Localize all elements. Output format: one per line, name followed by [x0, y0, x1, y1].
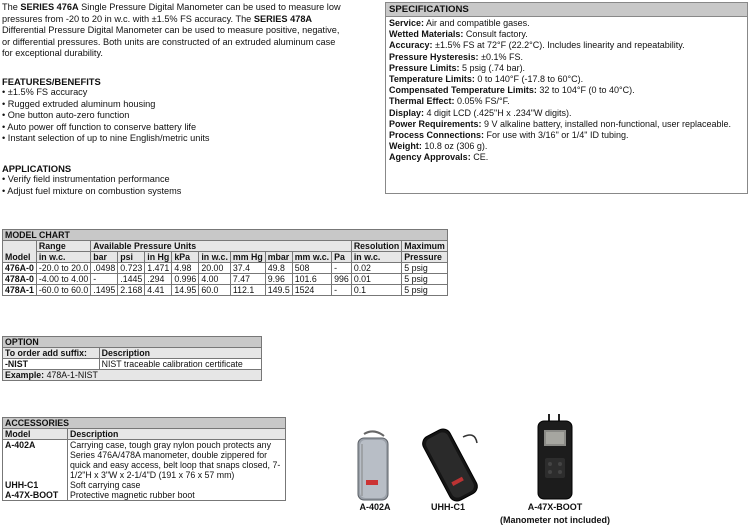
- max-pressure-cell: 5 psig: [402, 263, 448, 274]
- col-header-model: Model: [3, 241, 37, 263]
- applications-list: [2, 174, 342, 197]
- table-row: [3, 480, 286, 490]
- a47x-boot-note: (Manometer not included): [500, 515, 610, 525]
- spec-row: Process Connections: For use with 3/16" or 1/4" ID tubing.: [389, 130, 629, 141]
- description-cell: Carrying case, tough gray nylon pouch protects any Series 476A/478A manometer, double zippered for quick and easy access, belt loop that snaps closed, 7-1/2"H x 3"W x 2-1/4"D (191 x 76 x 57 mm): [68, 440, 286, 481]
- value-cell: 9.96: [265, 274, 292, 285]
- features-list: [2, 87, 342, 145]
- intro-paragraph: The SERIES 476A Single Pressure Digital Manometer can be used to measure low pressures from -20 to 20 in w.c. with ±1.5% FS accuracy. The SERIES 478A Differential Pressure Digital Manometer can be used to measure positive, negative, or differential pressures. Both units are constructed of an extruded aluminum case for exceptional durability.: [2, 2, 341, 59]
- example-row: [3, 370, 262, 381]
- list-item: • Auto power off function to conserve battery life: [2, 122, 342, 134]
- option-title: OPTION: [3, 337, 262, 348]
- value-cell: 508: [292, 263, 331, 274]
- spec-row: Service: Air and compatible gases.: [389, 18, 530, 28]
- spec-row: Wetted Materials: Consult factory.: [389, 29, 528, 40]
- description-cell: NIST traceable calibration certificate: [99, 359, 261, 370]
- model-cell: 478A-0: [3, 274, 37, 285]
- value-cell: 37.4: [230, 263, 265, 274]
- table-row: [3, 274, 448, 285]
- spec-row: Thermal Effect: 0.05% FS/°F.: [389, 96, 510, 107]
- col-header-resolution-unit: in w.c.: [351, 252, 401, 263]
- unit-header: psi: [118, 252, 145, 263]
- a47x-boot-caption: A-47X-BOOT: [527, 502, 583, 512]
- list-item: • One button auto-zero function: [2, 110, 342, 122]
- table-row: [3, 359, 262, 370]
- model-chart-title: MODEL CHART: [3, 230, 448, 241]
- unit-header: in Hg: [145, 252, 172, 263]
- specifications-title: SPECIFICATIONS: [386, 3, 747, 17]
- col-header-model: Model: [3, 429, 68, 440]
- range-cell: -20.0 to 20.0: [36, 263, 90, 274]
- unit-header: Pa: [332, 252, 352, 263]
- value-cell: 60.0: [199, 285, 231, 296]
- suffix-cell: -NIST: [3, 359, 100, 370]
- value-cell: 14.95: [172, 285, 199, 296]
- unit-header: mm w.c.: [292, 252, 331, 263]
- value-cell: -: [332, 285, 352, 296]
- max-pressure-cell: 5 psig: [402, 285, 448, 296]
- spec-row: Pressure Hysteresis: ±0.1% FS.: [389, 51, 524, 62]
- features-heading: FEATURES/BENEFITS: [2, 76, 101, 87]
- value-cell: .294: [145, 274, 172, 285]
- col-header-description: Description: [99, 348, 261, 359]
- accessories-title: ACCESSORIES: [3, 418, 286, 429]
- col-header-description: Description: [68, 429, 286, 440]
- model-478a-name: SERIES 478A: [253, 13, 313, 24]
- value-cell: .1495: [91, 285, 118, 296]
- model-476a-name: SERIES 476A: [20, 2, 79, 12]
- model-chart-table: [2, 229, 448, 296]
- example-value: 478A-1-NIST: [44, 370, 98, 380]
- resolution-cell: 0.02: [351, 263, 401, 274]
- model-cell: 476A-0: [3, 263, 37, 274]
- accessories-table: [2, 417, 286, 501]
- resolution-cell: 0.01: [351, 274, 401, 285]
- value-cell: .0498: [91, 263, 118, 274]
- list-item: • Verify field instrumentation performance: [2, 174, 342, 186]
- value-cell: 1524: [292, 285, 331, 296]
- model-cell: 478A-1: [3, 285, 37, 296]
- value-cell: 0.996: [172, 274, 199, 285]
- spec-row: Compensated Temperature Limits: 32 to 104°F (0 to 40°C).: [389, 85, 635, 96]
- uhh-c1-caption: UHH-C1: [430, 502, 465, 512]
- col-header-range: Range: [36, 241, 90, 252]
- col-header-maximum: Maximum: [402, 241, 448, 252]
- value-cell: 49.8: [265, 263, 292, 274]
- spec-row: Pressure Limits: 5 psig (.74 bar).: [389, 62, 526, 73]
- value-cell: 7.47: [230, 274, 265, 285]
- model-cell: A-47X-BOOT: [3, 490, 68, 501]
- specifications-box: [385, 2, 748, 194]
- max-pressure-cell: 5 psig: [402, 274, 448, 285]
- value-cell: 0.723: [118, 263, 145, 274]
- table-row: [3, 285, 448, 296]
- unit-header: mbar: [265, 252, 292, 263]
- example-label: Example:: [5, 370, 45, 380]
- value-cell: 149.5: [265, 285, 292, 296]
- value-cell: 1.471: [145, 263, 172, 274]
- list-item: • Instant selection of up to nine English/metric units: [2, 133, 342, 145]
- a402a-pouch-image: [350, 430, 400, 505]
- value-cell: -: [91, 274, 118, 285]
- col-header-suffix: To order add suffix:: [3, 348, 100, 359]
- spec-row: Agency Approvals: CE.: [389, 152, 489, 163]
- unit-header: mm Hg: [230, 252, 265, 263]
- spec-row: Display: 4 digit LCD (.425"H x .234"W digits).: [389, 107, 572, 118]
- option-table: [2, 336, 262, 381]
- spec-row: Power Requirements: 9 V alkaline battery, installed non-functional, user replaceable.: [389, 118, 732, 129]
- value-cell: 112.1: [230, 285, 265, 296]
- value-cell: 996: [332, 274, 352, 285]
- table-row: [3, 263, 448, 274]
- applications-heading: APPLICATIONS: [2, 163, 72, 174]
- value-cell: 4.00: [199, 274, 231, 285]
- table-row: [3, 490, 286, 501]
- a47x-boot-image: [535, 414, 575, 502]
- unit-header: bar: [91, 252, 118, 263]
- applications-section: [2, 163, 342, 197]
- value-cell: 4.98: [172, 263, 199, 274]
- model-cell: UHH-C1: [3, 480, 68, 490]
- specifications-body: [386, 17, 747, 165]
- value-cell: 20.00: [199, 263, 231, 274]
- features-section: [2, 76, 342, 145]
- value-cell: .1445: [118, 274, 145, 285]
- spec-row: Weight: 10.8 oz (306 g).: [389, 141, 488, 152]
- value-cell: -: [332, 263, 352, 274]
- value-cell: 4.41: [145, 285, 172, 296]
- col-header-range-unit: in w.c.: [36, 252, 90, 263]
- uhh-c1-case-image: [415, 425, 485, 503]
- col-header-maximum-unit: Pressure: [402, 252, 448, 263]
- value-cell: 101.6: [292, 274, 331, 285]
- spec-row: Accuracy: ±1.5% FS at 72°F (22.2°C). Includes linearity and repeatability.: [389, 40, 685, 51]
- col-header-available-units: Available Pressure Units: [91, 241, 352, 252]
- range-cell: -4.00 to 4.00: [36, 274, 90, 285]
- description-cell: Soft carrying case: [68, 480, 286, 490]
- unit-header: kPa: [172, 252, 199, 263]
- list-item: • ±1.5% FS accuracy: [2, 87, 342, 99]
- unit-header: in w.c.: [199, 252, 231, 263]
- list-item: • Rugged extruded aluminum housing: [2, 99, 342, 111]
- a402a-caption: A-402A: [359, 502, 391, 512]
- description-cell: Protective magnetic rubber boot: [68, 490, 286, 501]
- value-cell: 2.168: [118, 285, 145, 296]
- table-row: [3, 440, 286, 481]
- range-cell: -60.0 to 60.0: [36, 285, 90, 296]
- model-cell: A-402A: [3, 440, 68, 481]
- resolution-cell: 0.1: [351, 285, 401, 296]
- col-header-resolution: Resolution: [351, 241, 401, 252]
- spec-row: Temperature Limits: 0 to 140°F (-17.8 to 60°C).: [389, 74, 584, 85]
- list-item: • Adjust fuel mixture on combustion systems: [2, 186, 342, 198]
